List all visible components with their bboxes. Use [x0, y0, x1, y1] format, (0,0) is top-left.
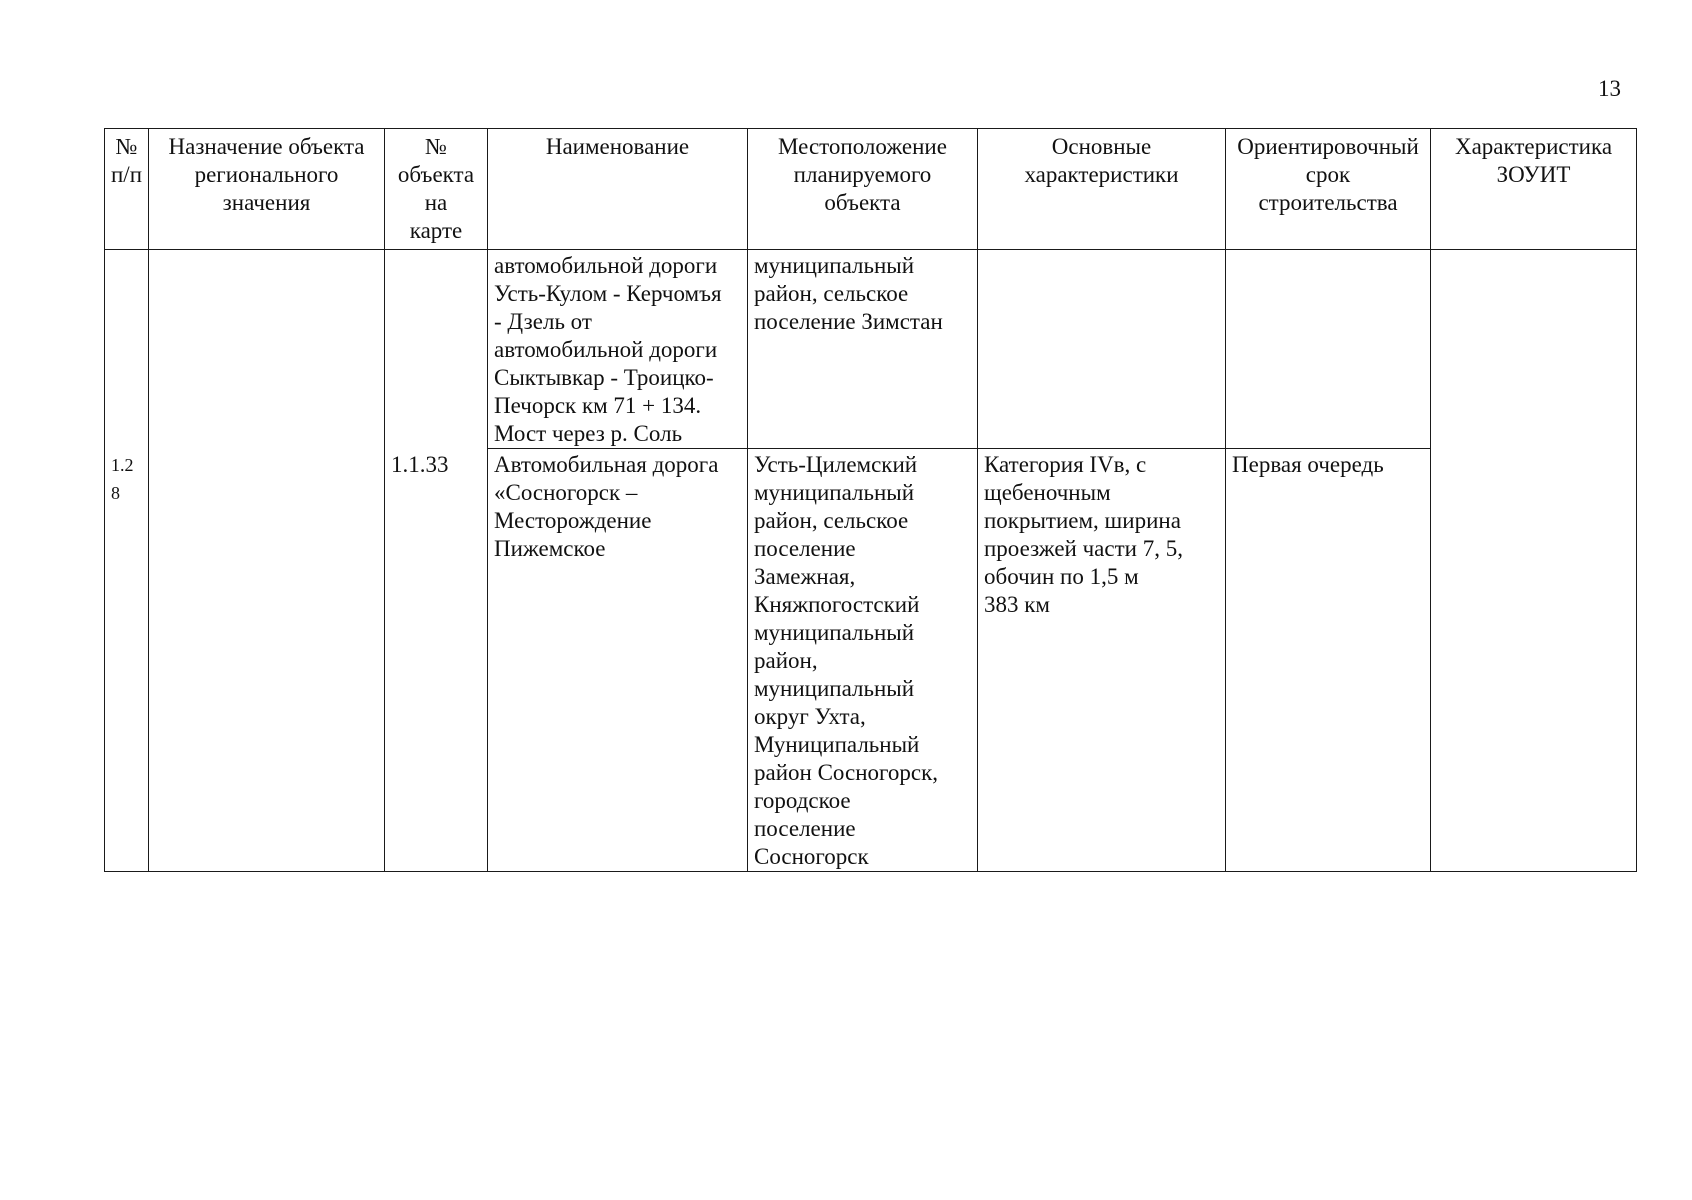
table-header-row	[105, 129, 1637, 250]
cell-name: Автомобильная дорога «Сосногорск – Месторождение Пижемское	[488, 449, 748, 872]
cell-characteristics: Категория IVв, с щебеночным покрытием, ширина проезжей части 7, 5, обочин по 1,5 м 383 км	[978, 449, 1226, 872]
cell-term	[1226, 250, 1431, 449]
cell-location: Усть-Цилемский муниципальный район, сельское поселение Замежная, Княжпогостский муниципальный район, муниципальный округ Ухта, Муниципальный район Сосногорск, городское поселение Сосногорск	[748, 449, 978, 872]
table-row	[105, 449, 1637, 872]
header-zouit: Характеристика ЗОУИТ	[1431, 129, 1637, 250]
header-location: Местоположение планируемого объекта	[748, 129, 978, 250]
cell-zouit	[1431, 250, 1637, 449]
cell-num	[105, 250, 149, 449]
page-number: 13	[1598, 76, 1621, 101]
cell-map-num	[385, 250, 488, 449]
planned-objects-table	[104, 128, 1637, 872]
cell-location: муниципальный район, сельское поселение Зимстан	[748, 250, 978, 449]
cell-purpose	[149, 449, 385, 872]
header-purpose: Назначение объекта регионального значения	[149, 129, 385, 250]
cell-num: 1.28	[105, 449, 149, 872]
header-term: Ориентировочный срок строительства	[1226, 129, 1431, 250]
header-map-num: № объекта на карте	[385, 129, 488, 250]
cell-term: Первая очередь	[1226, 449, 1431, 872]
header-num: № п/п	[105, 129, 149, 250]
header-name: Наименование	[488, 129, 748, 250]
table-row-continuation	[105, 250, 1637, 449]
cell-purpose	[149, 250, 385, 449]
header-characteristics: Основные характеристики	[978, 129, 1226, 250]
cell-map-num: 1.1.33	[385, 449, 488, 872]
cell-characteristics	[978, 250, 1226, 449]
cell-name: автомобильной дороги Усть-Кулом - Керчомъя - Дзель от автомобильной дороги Сыктывкар - Троицко- Печорск км 71 + 134. Мост через р. Соль	[488, 250, 748, 449]
cell-zouit	[1431, 449, 1637, 872]
